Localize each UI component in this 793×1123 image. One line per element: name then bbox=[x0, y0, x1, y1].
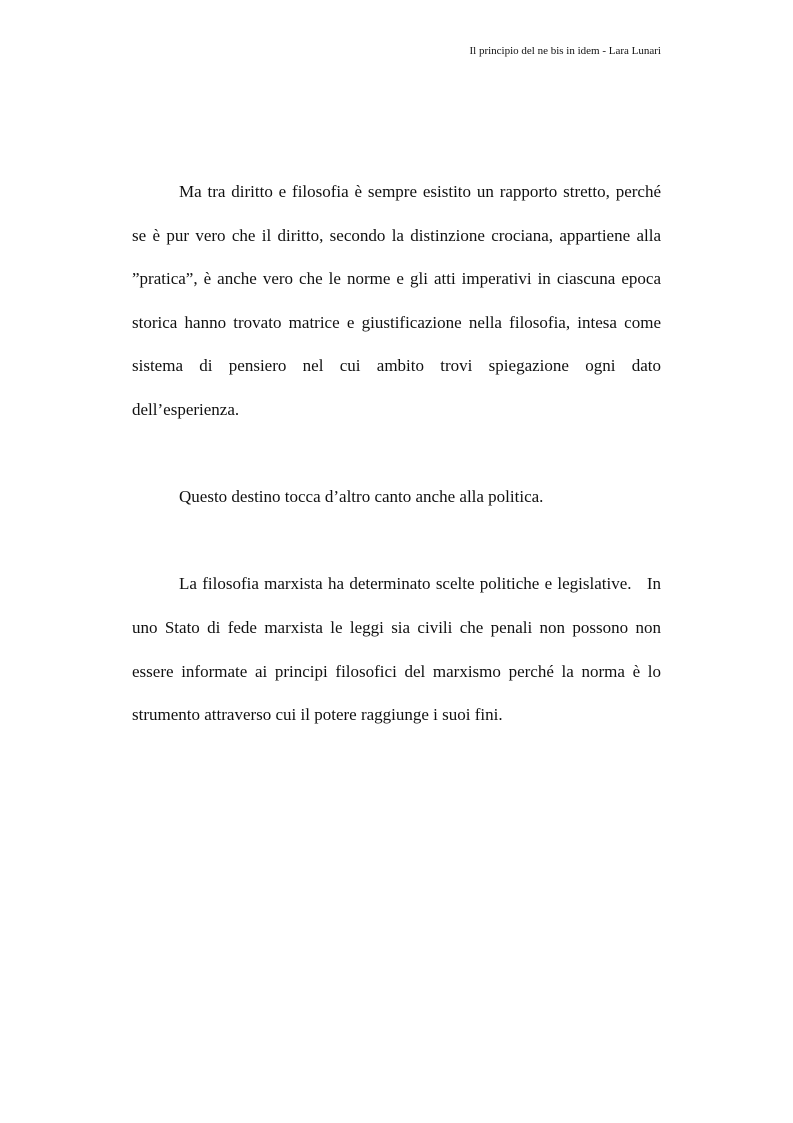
paragraph-spacer bbox=[132, 519, 661, 563]
paragraph-spacer bbox=[132, 432, 661, 476]
sentence-filosofia-marxista: La filosofia marxista ha determinato scelte politiche e legislative. bbox=[179, 574, 632, 594]
paragraph-diritto-filosofia: Ma tra diritto e filosofia è sempre esistito un rapporto stretto, perché se è pur vero che il diritto, secondo la distinzione crociana, appartiene alla ”pratica”, è anche vero che le norme e gli atti imperativi in ciascuna epoca storica hanno trovato matrice e giustificazione nella filosofia, intesa come sistema di pensiero nel cui ambito trovi spiegazione ogni dato dell’esperienza. bbox=[132, 182, 661, 419]
paragraph-marxismo bbox=[132, 562, 661, 736]
paragraph-politica: Questo destino tocca d’altro canto anche alla politica. bbox=[179, 487, 544, 507]
document-body bbox=[132, 170, 661, 737]
sentence-stato-marxista: In uno Stato di fede marxista le leggi sia civili che penali non possono non essere informate ai principi filosofici del marxismo perché la norma è lo strumento attraverso cui il potere raggiunge i suoi fini. bbox=[132, 574, 662, 725]
running-header: Il principio del ne bis in idem - Lara Lunari bbox=[469, 45, 661, 57]
